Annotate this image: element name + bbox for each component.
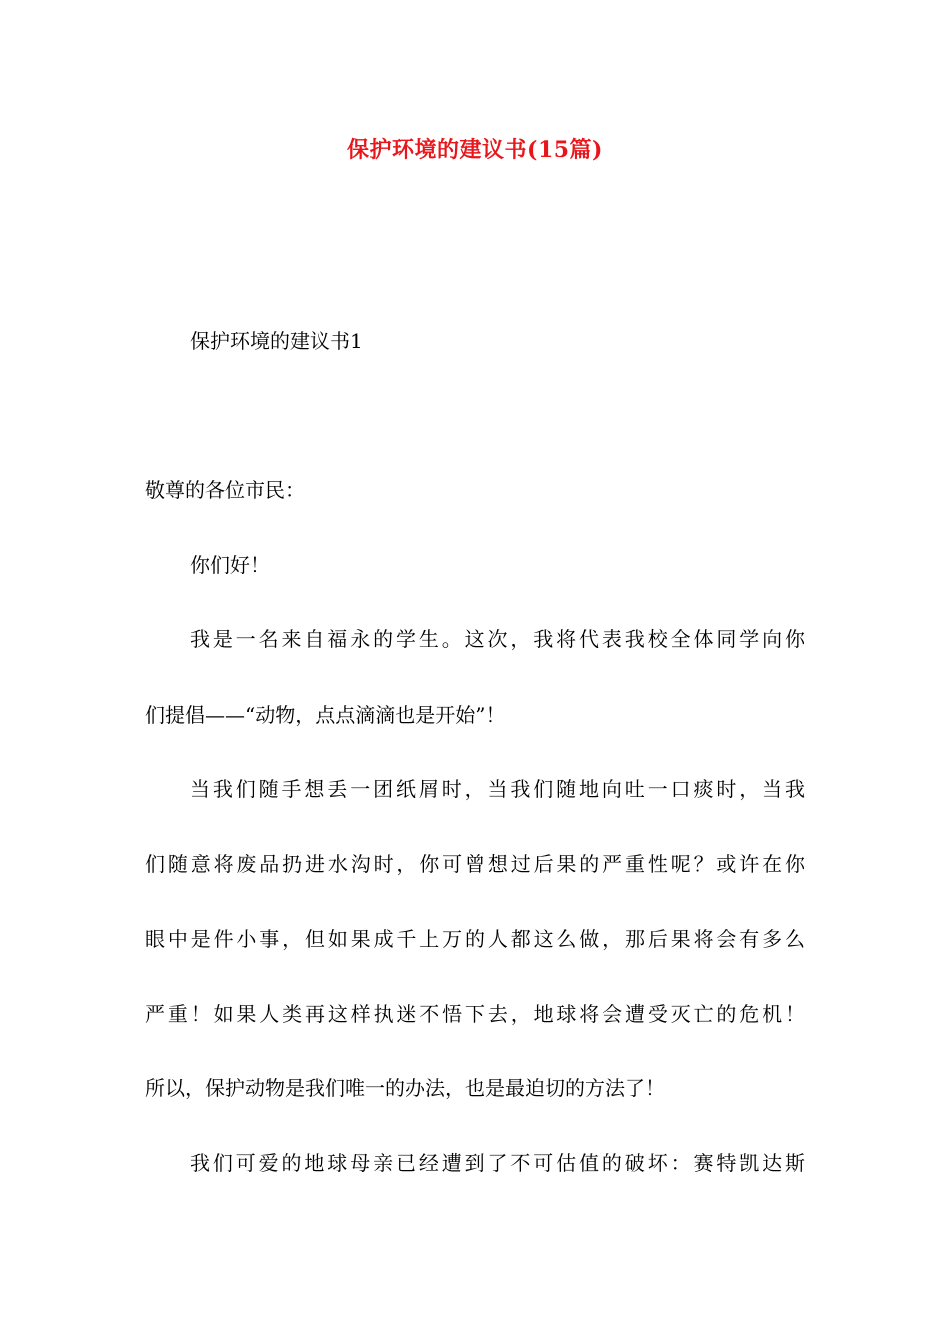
paragraph-line: 眼中是件小事，但如果成千上万的人都这么做，那后果将会有多么 — [145, 927, 805, 951]
paragraph-line: 我们可爱的地球母亲已经遭到了不可估值的破坏：赛特凯达斯 — [190, 1151, 805, 1175]
paragraph-line-greeting: 你们好！ — [190, 553, 270, 577]
salutation: 敬尊的各位市民： — [145, 478, 305, 502]
paragraph-line: 们随意将废品扔进水沟时，你可曾想过后果的严重性呢？或许在你 — [145, 852, 805, 876]
section-heading: 保护环境的建议书1 — [190, 329, 363, 353]
document-title: 保护环境的建议书(15篇) — [347, 137, 603, 163]
paragraph-line: 我是一名来自福永的学生。这次，我将代表我校全体同学向你 — [190, 627, 805, 651]
paragraph-line: 们提倡——“动物，点点滴滴也是开始”！ — [145, 703, 506, 727]
paragraph-line: 严重！如果人类再这样执迷不悟下去，地球将会遭受灭亡的危机！ — [145, 1002, 805, 1026]
paragraph-line: 当我们随手想丢一团纸屑时，当我们随地向吐一口痰时，当我 — [190, 777, 805, 801]
paragraph-line: 所以，保护动物是我们唯一的办法，也是最迫切的方法了！ — [145, 1076, 665, 1100]
